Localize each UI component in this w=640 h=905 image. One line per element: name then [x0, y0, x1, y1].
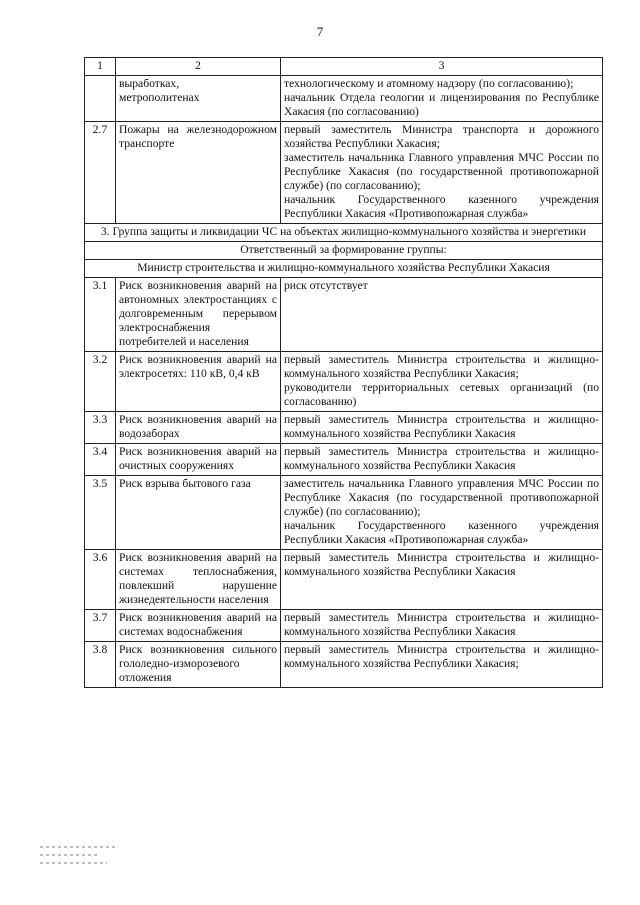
responsible-text: первый заместитель Министра строительства и жилищно-коммунального хозяйства Республики Хакасия;	[284, 643, 599, 670]
risk-text: Риск возникновения аварий на очистных сооружениях	[119, 445, 277, 472]
row-number: 3.1	[85, 278, 116, 352]
row-number: 3.8	[85, 642, 116, 688]
column-header-number: 1	[85, 58, 116, 76]
column-header-risk: 2	[116, 58, 281, 76]
group-heading: Ответственный за формирование группы:	[85, 242, 603, 260]
responsible-text: заместитель начальника Главного управления МЧС России по Республике Хакасия (по государственной противопожарной службе) (по согласованию);	[284, 151, 599, 192]
responsible-text: начальник Государственного казенного учреждения Республики Хакасия «Противопожарная служба»	[284, 193, 599, 220]
table-row	[85, 550, 603, 610]
row-number: 3.2	[85, 352, 116, 412]
risk-text: Риск возникновения аварий на автономных электростанциях с долговременным перерывом электроснабжения потребителей и населения	[119, 279, 277, 348]
group-heading-row	[85, 260, 603, 278]
table-row	[85, 122, 603, 224]
responsible-cell	[281, 76, 603, 122]
table-row	[85, 610, 603, 642]
responsible-text: первый заместитель Министра строительства и жилищно-коммунального хозяйства Республики Хакасия	[284, 413, 599, 440]
table-body	[85, 76, 603, 688]
responsible-cell	[281, 642, 603, 688]
risk-cell	[116, 412, 281, 444]
risk-cell	[116, 122, 281, 224]
responsibility-table	[84, 57, 603, 688]
responsible-text: начальник Отдела геологии и лицензирования по Республике Хакасия (по согласованию)	[284, 91, 599, 118]
risk-cell	[116, 476, 281, 550]
risk-cell	[116, 278, 281, 352]
row-number: 3.4	[85, 444, 116, 476]
risk-cell	[116, 610, 281, 642]
row-number: 3.3	[85, 412, 116, 444]
risk-text: выработках,	[119, 77, 180, 90]
risk-text: Пожары на железнодорожном транспорте	[119, 123, 277, 150]
risk-text: Риск возникновения аварий на системах водоснабжения	[119, 611, 277, 638]
responsible-text: первый заместитель Министра строительства и жилищно-коммунального хозяйства Республики Хакасия;	[284, 353, 599, 380]
responsible-text: риск отсутствует	[284, 279, 368, 292]
responsible-text: технологическому и атомному надзору (по согласованию);	[284, 77, 574, 90]
table-row	[85, 642, 603, 688]
group-heading-row	[85, 242, 603, 260]
row-number: 3.7	[85, 610, 116, 642]
table-row	[85, 476, 603, 550]
column-header-responsible: 3	[281, 58, 603, 76]
responsible-text: первый заместитель Министра строительства и жилищно-коммунального хозяйства Республики Хакасия	[284, 611, 599, 638]
responsible-text: заместитель начальника Главного управления МЧС России по Республике Хакасия (по государственной противопожарной службе) (по согласованию);	[284, 477, 599, 518]
group-heading: Министр строительства и жилищно-коммунального хозяйства Республики Хакасия	[85, 260, 603, 278]
table-header-row	[85, 58, 603, 76]
responsible-text: первый заместитель Министра строительства и жилищно-коммунального хозяйства Республики Хакасия	[284, 445, 599, 472]
risk-cell	[116, 444, 281, 476]
row-number: 2.7	[85, 122, 116, 224]
row-number: 3.5	[85, 476, 116, 550]
responsible-text: руководители территориальных сетевых организаций (по согласованию)	[284, 381, 599, 408]
row-number: 3.6	[85, 550, 116, 610]
responsible-cell	[281, 278, 603, 352]
row-number	[85, 76, 116, 122]
responsible-cell	[281, 412, 603, 444]
responsible-cell	[281, 610, 603, 642]
table-row	[85, 444, 603, 476]
table-row	[85, 412, 603, 444]
responsible-text: начальник Государственного казенного учреждения Республики Хакасия «Противопожарная служба»	[284, 519, 599, 546]
responsible-cell	[281, 122, 603, 224]
responsible-cell	[281, 444, 603, 476]
risk-text: Риск возникновения аварий на электросетях: 110 кВ, 0,4 кВ	[119, 353, 277, 380]
risk-text: Риск возникновения аварий на водозаборах	[119, 413, 277, 440]
risk-text: Риск взрыва бытового газа	[119, 477, 251, 490]
group-heading-row	[85, 224, 603, 242]
risk-text: Риск возникновения аварий на системах теплоснабжения, повлекший нарушение жизнедеятельности населения	[119, 551, 277, 606]
table-row	[85, 352, 603, 412]
risk-text: Риск возникновения сильного гололедно-изморозевого отложения	[119, 643, 277, 684]
responsible-cell	[281, 476, 603, 550]
risk-text: метрополитенах	[119, 91, 200, 104]
responsible-text: первый заместитель Министра строительства и жилищно-коммунального хозяйства Республики Хакасия	[284, 551, 599, 578]
page-number: 7	[316, 24, 324, 39]
risk-cell	[116, 352, 281, 412]
table-row	[85, 76, 603, 122]
risk-cell	[116, 550, 281, 610]
group-heading: 3. Группа защиты и ликвидации ЧС на объектах жилищно-коммунального хозяйства и энергетики	[85, 224, 603, 242]
responsible-cell	[281, 550, 603, 610]
risk-cell	[116, 642, 281, 688]
responsible-cell	[281, 352, 603, 412]
table-row	[85, 278, 603, 352]
responsible-text: первый заместитель Министра транспорта и дорожного хозяйства Республики Хакасия;	[284, 123, 599, 150]
scan-artifact-stamp	[40, 840, 136, 880]
risk-cell	[116, 76, 281, 122]
